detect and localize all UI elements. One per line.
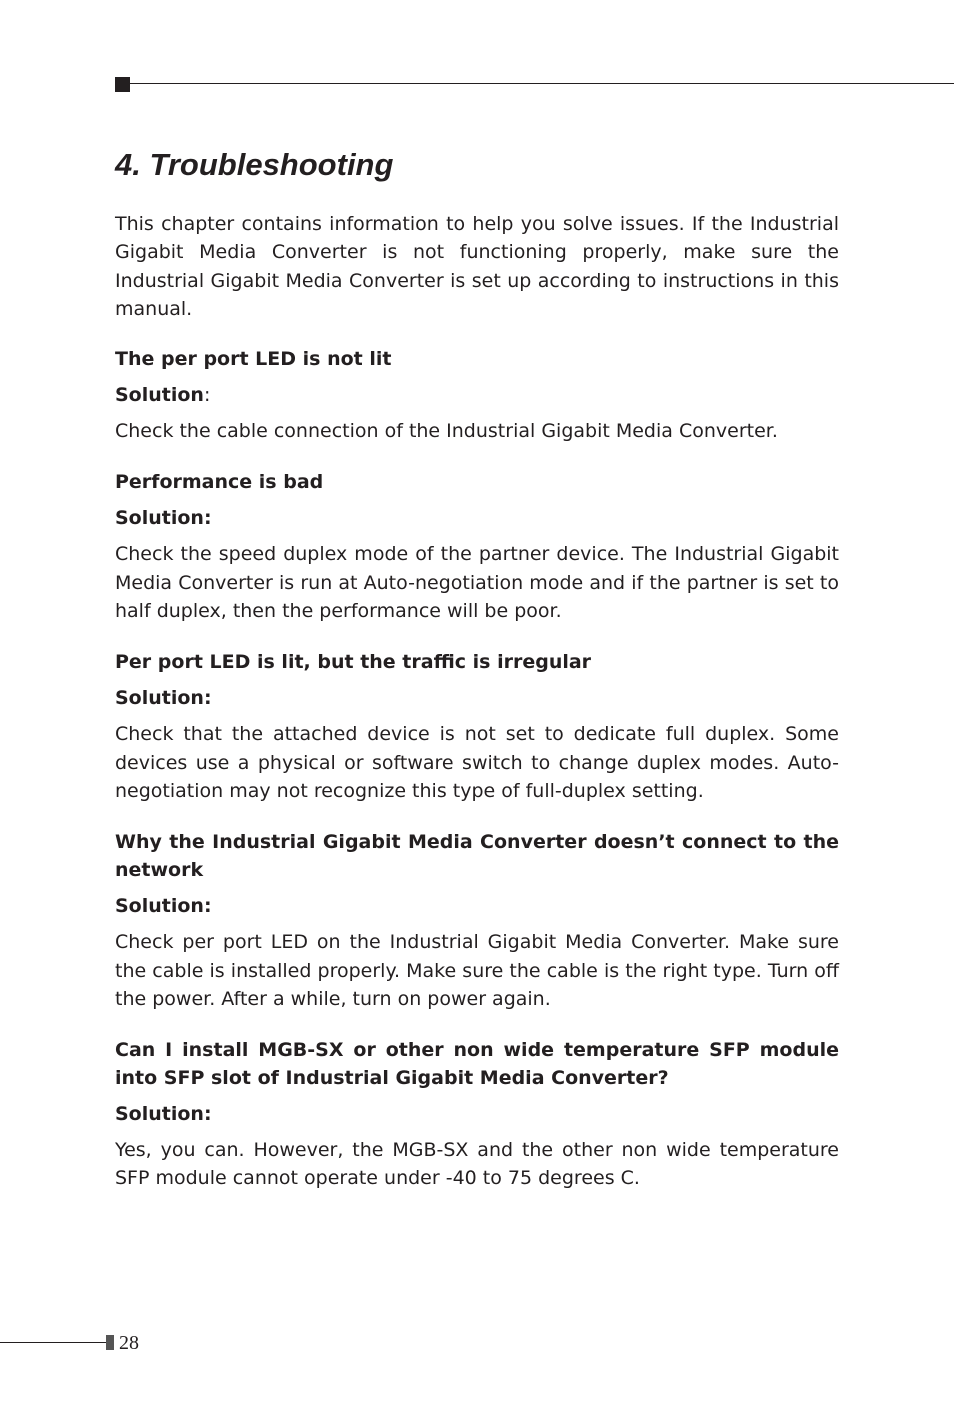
solution-label [115,1100,839,1128]
header-square-marker [115,77,130,92]
issue-heading: The per port LED is not lit [115,348,392,371]
troubleshooting-item [115,468,839,625]
issue-heading: Why the Industrial Gigabit Media Converter doesn’t connect to the network [115,831,839,882]
header-rule [130,83,954,84]
troubleshooting-item [115,1036,839,1193]
troubleshooting-item [115,828,839,1013]
issue-heading: Can I install MGB-SX or other non wide temperature SFP module into SFP slot of Industrial Gigabit Media Converter? [115,1039,839,1090]
solution-colon: : [203,384,211,407]
solution-word: Solution: [115,507,212,530]
solution-label [115,381,839,409]
solution-label [115,684,839,712]
footer-square-marker [106,1335,114,1350]
page-number: 28 [119,1332,139,1354]
solution-text: Yes, you can. However, the MGB-SX and the other non wide temperature SFP module cannot operate under -40 to 75 degrees C. [115,1139,839,1190]
intro-paragraph: This chapter contains information to help you solve issues. If the Industrial Gigabit Media Converter is not functioning properly, make sure the Industrial Gigabit Media Converter is set up according to instructions in this manual. [115,213,839,320]
solution-label [115,504,839,532]
issue-heading: Performance is bad [115,471,324,494]
solution-text: Check per port LED on the Industrial Gigabit Media Converter. Make sure the cable is installed properly. Make sure the cable is the right type. Turn off the power. After a while, turn on power again. [115,931,839,1010]
solution-text: Check the speed duplex mode of the partner device. The Industrial Gigabit Media Converter is run at Auto-negotiation mode and if the partner is set to half duplex, then the performance will be poor. [115,543,839,623]
troubleshooting-item [115,648,839,805]
solution-word: Solution: [115,895,212,918]
solution-text: Check that the attached device is not set to dedicate full duplex. Some devices use a physical or software switch to change duplex modes. Auto-negotiation may not recognize this type of full-duplex setting. [115,723,839,802]
solution-text: Check the cable connection of the Industrial Gigabit Media Converter. [115,420,778,443]
chapter-title: 4. Troubleshooting [115,147,394,182]
solution-word: Solution: [115,1103,212,1126]
footer-rule [0,1342,106,1343]
solution-word: Solution: [115,687,212,710]
troubleshooting-item [115,345,839,445]
solution-word: Solution [115,384,204,407]
solution-label [115,892,839,920]
page-content [115,140,839,1216]
issue-heading: Per port LED is lit, but the traffic is irregular [115,651,592,674]
